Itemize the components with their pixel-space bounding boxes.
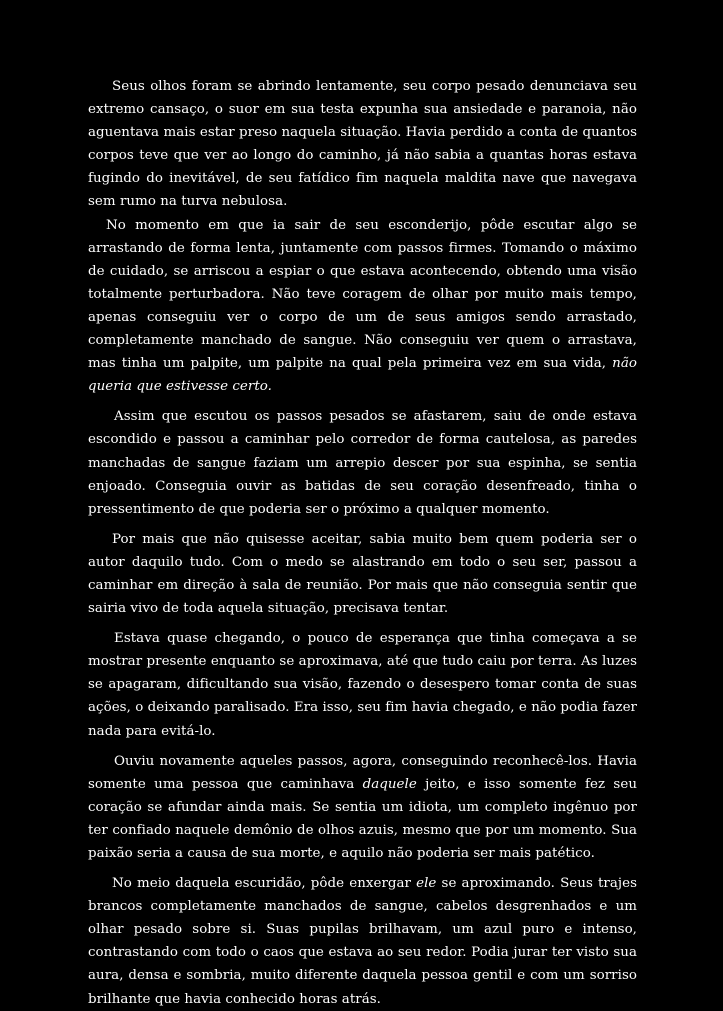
paragraph-7 xyxy=(88,872,637,1011)
paragraph-7-text-b: se aproximando. Seus trajes brancos completamente manchados de sangue, cabelos desgrenhados e um olhar pesado sobre si. Suas pupilas brilhavam, um azul puro e intenso, contrastando com todo o caos que estava ao seu redor. Podia jurar ter visto sua aura, densa e sombria, muito diferente daquela pessoa gentil e com um sorriso brilhante que havia conhecido horas atrás. xyxy=(88,876,638,1007)
paragraph-2 xyxy=(88,214,637,399)
story-text xyxy=(88,75,637,1011)
paragraph-4-text: Por mais que não quisesse aceitar, sabia muito bem quem poderia ser o autor daquilo tudo. Com o medo se alastrando em todo o seu ser, passou a caminhar em direção à sala de reunião. Por mais que não conseguia sentir que sairia vivo de toda aquela situação, precisava tentar. xyxy=(88,531,637,617)
paragraph-1 xyxy=(88,75,637,214)
paragraph-5-text: Estava quase chegando, o pouco de esperança que tinha começava a se mostrar presente enquanto se aproximava, até que tudo caiu por terra. As luzes se apagaram, dificultando sua visão, fazendo o desespero tomar conta de suas ações, o deixando paralisado. Era isso, seu fim havia chegado, e não podia fazer nada para evitá-lo. xyxy=(88,631,637,739)
paragraph-4 xyxy=(88,528,637,620)
paragraph-6-emphasis: daquele xyxy=(362,776,417,792)
paragraph-5 xyxy=(88,627,637,742)
paragraph-6 xyxy=(88,750,637,865)
paragraph-6-text-a: Ouviu novamente aqueles passos, agora, conseguindo reconhecê-los. Havia somente uma pessoa que caminhava xyxy=(88,753,637,792)
paragraph-3 xyxy=(88,405,637,520)
paragraph-1-text: Seus olhos foram se abrindo lentamente, seu corpo pesado denunciava seu extremo cansaço, o suor em sua testa expunha sua ansiedade e paranoia, não aguentava mais estar preso naquela situação. Havia perdido a conta de quantos corpos teve que ver ao longo do caminho, já não sabia a quantas horas estava fugindo do inevitável, de seu fatídico fim naquela maldita nave que navegava sem rumo na turva nebulosa. xyxy=(88,79,637,210)
paragraph-2-text: No momento em que ia sair de seu esconderijo, pôde escutar algo se arrastando de forma lenta, juntamente com passos firmes. Tomando o máximo de cuidado, se arriscou a espiar o que estava acontecendo, obtendo uma visão totalmente perturbadora. Não teve coragem de olhar por muito mais tempo, apenas conseguiu ver o corpo de um de seus amigos sendo arrastado, completamente manchado de sangue. Não conseguiu ver quem o arrastava, mas tinha um palpite, um palpite na qual pela primeira vez em sua vida, xyxy=(88,217,637,372)
paragraph-7-emphasis: ele xyxy=(416,876,437,892)
paragraph-7-text-a: No meio daquela escuridão, pôde enxergar xyxy=(112,876,417,892)
paragraph-2-emphasis: não queria que estivesse certo. xyxy=(88,356,637,395)
paragraph-3-text: Assim que escutou os passos pesados se afastarem, saiu de onde estava escondido e passou a caminhar pelo corredor de forma cautelosa, as paredes manchadas de sangue faziam um arrepio descer por sua espinha, se sentia enjoado. Conseguia ouvir as batidas de seu coração desenfreado, tinha o pressentimento de que poderia ser o próximo a qualquer momento. xyxy=(88,409,637,517)
paragraph-6-text-b: jeito, e isso somente fez seu coração se afundar ainda mais. Se sentia um idiota, um completo ingênuo por ter confiado naquele demônio de olhos azuis, mesmo que por um momento. Sua paixão seria a causa de sua morte, e aquilo não poderia ser mais patético. xyxy=(88,776,638,861)
